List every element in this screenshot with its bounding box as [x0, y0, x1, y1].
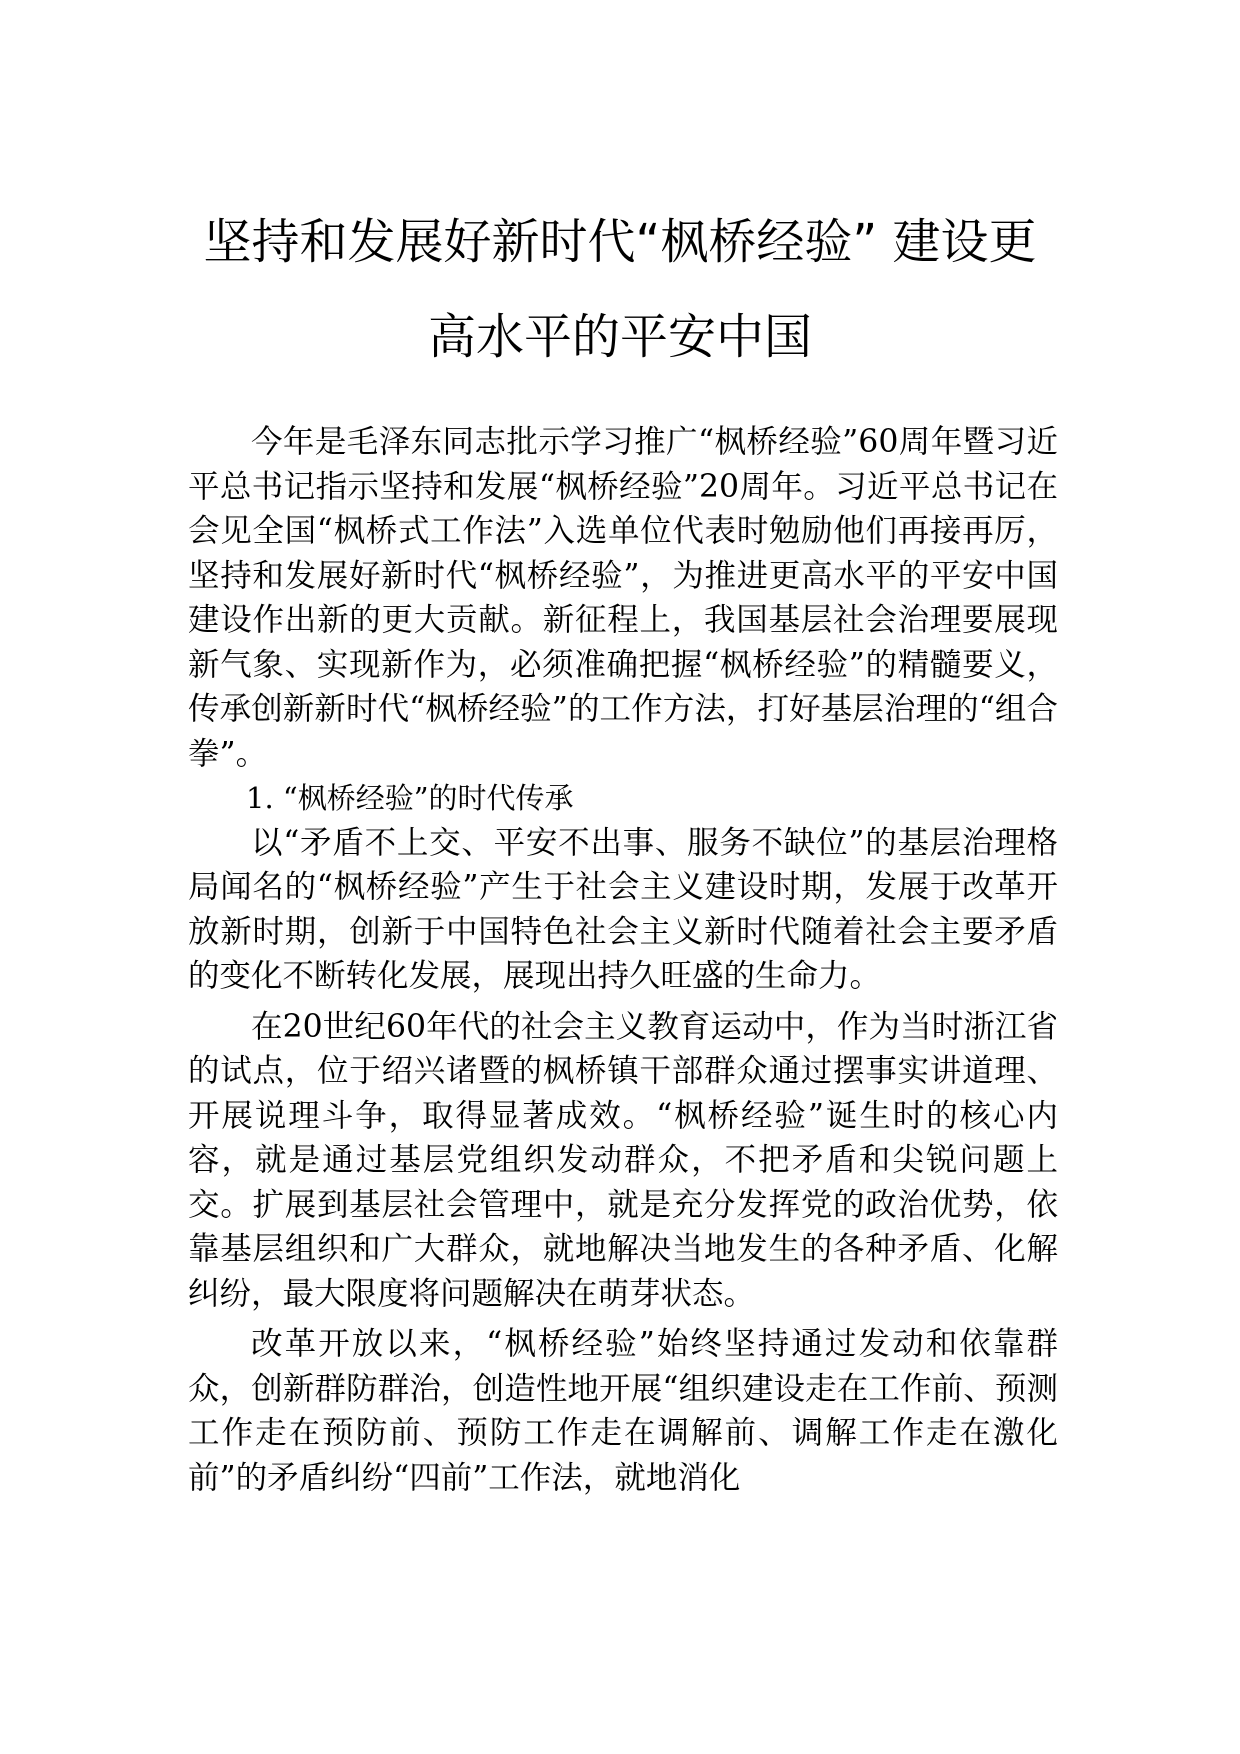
body-paragraph: 以“矛盾不上交、平安不出事、服务不缺位”的基层治理格局闻名的“枫桥经验”产生于社会主义建设时期，发展于改革开放新时期，创新于中国特色社会主义新时代随着社会主要矛盾的变化不断转化发展，展现出持久旺盛的生命力。 [188, 824, 1058, 994]
body-paragraph: 在20世纪60年代的社会主义教育运动中，作为当时浙江省的试点，位于绍兴诸暨的枫桥镇干部群众通过摆事实讲道理、开展说理斗争，取得显著成效。“枫桥经验”诞生时的核心内容，就是通过基层党组织发动群众，不把矛盾和尖锐问题上交。扩展到基层社会管理中，就是充分发挥党的政治优势，依靠基层组织和广大群众，就地解决当地发生的各种矛盾、化解纠纷，最大限度将问题解决在萌芽状态。 [188, 1008, 1058, 1312]
body-paragraph: 改革开放以来，“枫桥经验”始终坚持通过发动和依靠群众，创新群防群治，创造性地开展“组织建设走在工作前、预测工作走在预防前、预防工作走在调解前、调解工作走在激化前”的矛盾纠纷“四前”工作法，就地消化 [188, 1326, 1058, 1496]
document-body [188, 420, 1058, 1500]
intro-paragraph: 今年是毛泽东同志批示学习推广“枫桥经验”60周年暨习近平总书记指示坚持和发展“枫桥经验”20周年。习近平总书记在会见全国“枫桥式工作法”入选单位代表时勉励他们再接再厉，坚持和发展好新时代“枫桥经验”，为推进更高水平的平安中国建设作出新的更大贡献。新征程上，我国基层社会治理要展现新气象、实现新作为，必须准确把握“枫桥经验”的精髓要义，传承创新新时代“枫桥经验”的工作方法，打好基层治理的“组合拳”。 [188, 424, 1058, 772]
document-title-line-2: 高水平的平安中国 [427, 309, 812, 365]
document-title-line-1: 坚持和发展好新时代“枫桥经验” 建设更 [203, 214, 1037, 270]
section-heading: 1. “枫桥经验”的时代传承 [246, 781, 574, 815]
